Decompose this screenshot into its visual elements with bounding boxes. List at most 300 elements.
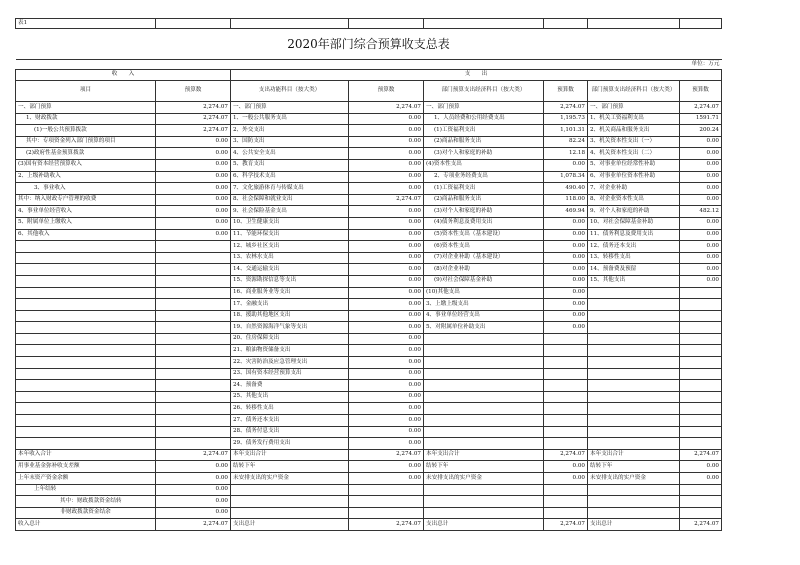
budget-amount-cell: 0.00 bbox=[544, 461, 588, 473]
item-name-cell: 17、金融支出 bbox=[231, 299, 349, 311]
budget-amount-cell bbox=[544, 426, 588, 438]
table-row bbox=[16, 357, 722, 369]
item-name-cell: 19、自然资源海洋气象等支出 bbox=[231, 322, 349, 334]
budget-amount-cell bbox=[680, 322, 722, 334]
item-name-cell bbox=[16, 264, 156, 276]
item-name-cell: 上年末资产资金余额 bbox=[16, 473, 156, 485]
item-name-cell bbox=[424, 484, 544, 496]
item-name-cell: (2)商品和服务支出 bbox=[424, 194, 544, 206]
table-row bbox=[16, 113, 722, 125]
item-name-cell bbox=[588, 426, 680, 438]
budget-amount-cell: 2,274.07 bbox=[349, 102, 424, 114]
column-header: 部门预算支出经济科目（按大类） bbox=[424, 81, 544, 102]
item-name-cell: 26、转移性支出 bbox=[231, 403, 349, 415]
budget-amount-cell: 0.00 bbox=[156, 136, 231, 148]
item-name-cell: 6、科学技术支出 bbox=[231, 171, 349, 183]
item-name-cell: 15、资源勘探信息等支出 bbox=[231, 275, 349, 287]
budget-amount-cell: 2,274.07 bbox=[680, 519, 722, 531]
item-name-cell: (2)政府性基金预算拨款 bbox=[16, 148, 156, 160]
item-name-cell: 结转下年 bbox=[424, 461, 544, 473]
budget-amount-cell: 1,195.73 bbox=[544, 113, 588, 125]
budget-amount-cell bbox=[544, 484, 588, 496]
item-name-cell: (8)对企业补助 bbox=[424, 264, 544, 276]
budget-amount-cell: 0.00 bbox=[349, 345, 424, 357]
item-name-cell bbox=[16, 391, 156, 403]
item-name-cell bbox=[16, 438, 156, 450]
item-name-cell: 7、文化旅游体育与传媒支出 bbox=[231, 183, 349, 195]
item-name-cell: 4、机关资本性支出（二） bbox=[588, 148, 680, 160]
budget-amount-cell: 0.00 bbox=[680, 473, 722, 485]
item-name-cell: 3、国防支出 bbox=[231, 136, 349, 148]
budget-amount-cell bbox=[680, 287, 722, 299]
budget-amount-cell bbox=[680, 391, 722, 403]
budget-amount-cell: 0.00 bbox=[544, 310, 588, 322]
item-name-cell: 22、灾害防治及应急管理支出 bbox=[231, 357, 349, 369]
budget-amount-cell: 0.00 bbox=[680, 241, 722, 253]
budget-amount-cell bbox=[544, 357, 588, 369]
item-name-cell: 14、预备费及预留 bbox=[588, 264, 680, 276]
budget-amount-cell bbox=[349, 496, 424, 508]
item-name-cell: 结转下年 bbox=[231, 461, 349, 473]
budget-amount-cell bbox=[156, 252, 231, 264]
item-name-cell bbox=[588, 484, 680, 496]
item-name-cell: 12、城乡社区支出 bbox=[231, 241, 349, 253]
item-name-cell bbox=[16, 426, 156, 438]
budget-amount-cell: 0.00 bbox=[349, 287, 424, 299]
budget-amount-cell: 0.00 bbox=[156, 507, 231, 519]
item-name-cell: 10、对社会保障基金补助 bbox=[588, 217, 680, 229]
item-name-cell: 一、部门预算 bbox=[16, 102, 156, 114]
table-row bbox=[16, 159, 722, 171]
table-row bbox=[16, 171, 722, 183]
budget-amount-cell: 0.00 bbox=[156, 159, 231, 171]
item-name-cell: 18、援助其他地区支出 bbox=[231, 310, 349, 322]
table-row bbox=[16, 507, 722, 519]
budget-amount-cell bbox=[349, 484, 424, 496]
budget-amount-cell bbox=[544, 507, 588, 519]
item-name-cell: 一、部门预算 bbox=[588, 102, 680, 114]
item-name-cell: 4、公共安全支出 bbox=[231, 148, 349, 160]
column-header: 部门预算支出经济科目（按大类） bbox=[588, 81, 680, 102]
item-name-cell: 3、事业收入 bbox=[16, 183, 156, 195]
item-name-cell: 本年支出合计 bbox=[424, 449, 544, 461]
item-name-cell: 4、事业单位经营收入 bbox=[16, 206, 156, 218]
item-name-cell: 29、债务发行费用支出 bbox=[231, 438, 349, 450]
table-row bbox=[16, 310, 722, 322]
budget-amount-cell: 0.00 bbox=[156, 217, 231, 229]
table-row bbox=[16, 484, 722, 496]
item-name-cell: 3、上缴上级支出 bbox=[424, 299, 544, 311]
item-name-cell: (2)商品和服务支出 bbox=[424, 136, 544, 148]
budget-amount-cell: 0.00 bbox=[349, 461, 424, 473]
table-row bbox=[16, 287, 722, 299]
budget-amount-cell: 0.00 bbox=[349, 264, 424, 276]
item-name-cell bbox=[16, 333, 156, 345]
budget-amount-cell: 0.00 bbox=[349, 171, 424, 183]
item-name-cell: 6、对事业单位资本性补助 bbox=[588, 171, 680, 183]
item-name-cell bbox=[588, 403, 680, 415]
item-name-cell: 未安排支出的实户资金 bbox=[231, 473, 349, 485]
budget-amount-cell: 0.00 bbox=[349, 403, 424, 415]
column-header: 项目 bbox=[16, 81, 156, 102]
budget-amount-cell: 0.00 bbox=[680, 229, 722, 241]
budget-amount-cell: 0.00 bbox=[680, 252, 722, 264]
budget-amount-cell bbox=[680, 415, 722, 427]
budget-amount-cell: 0.00 bbox=[349, 473, 424, 485]
budget-amount-cell bbox=[156, 333, 231, 345]
unit-label: 单位：万元 bbox=[691, 60, 720, 67]
table-row bbox=[16, 496, 722, 508]
table-row bbox=[16, 183, 722, 195]
budget-amount-cell bbox=[544, 415, 588, 427]
budget-amount-cell: 1,078.34 bbox=[544, 171, 588, 183]
item-name-cell bbox=[16, 322, 156, 334]
budget-amount-cell: 490.40 bbox=[544, 183, 588, 195]
item-name-cell bbox=[16, 310, 156, 322]
budget-amount-cell: 0.00 bbox=[349, 241, 424, 253]
item-name-cell: 8、对企业资本性支出 bbox=[588, 194, 680, 206]
budget-amount-cell: 469.94 bbox=[544, 206, 588, 218]
item-name-cell: 1、人员经费和公用经费支出 bbox=[424, 113, 544, 125]
item-name-cell: (1)一般公共预算拨款 bbox=[16, 125, 156, 137]
budget-amount-cell: 0.00 bbox=[349, 136, 424, 148]
item-name-cell: 1、机关工资福利支出 bbox=[588, 113, 680, 125]
table-row bbox=[16, 136, 722, 148]
budget-amount-cell bbox=[544, 380, 588, 392]
budget-amount-cell: 0.00 bbox=[156, 183, 231, 195]
column-header: 预算数 bbox=[680, 81, 722, 102]
table-row bbox=[16, 102, 722, 114]
income-section-header: 收 入 bbox=[16, 70, 231, 81]
budget-amount-cell: 0.00 bbox=[156, 206, 231, 218]
budget-amount-cell: 82.24 bbox=[544, 136, 588, 148]
item-name-cell: 支出总计 bbox=[424, 519, 544, 531]
item-name-cell: 27、债务还本支出 bbox=[231, 415, 349, 427]
item-name-cell bbox=[588, 310, 680, 322]
item-name-cell bbox=[424, 333, 544, 345]
item-name-cell bbox=[588, 322, 680, 334]
budget-amount-cell bbox=[156, 438, 231, 450]
item-name-cell: 5、对事业单位经常性补助 bbox=[588, 159, 680, 171]
item-name-cell: 上年结转 bbox=[16, 484, 156, 496]
budget-amount-cell: 0.00 bbox=[349, 380, 424, 392]
table-row bbox=[16, 252, 722, 264]
item-name-cell: 15、其他支出 bbox=[588, 275, 680, 287]
budget-amount-cell: 2,274.07 bbox=[156, 102, 231, 114]
budget-amount-cell: 0.00 bbox=[349, 252, 424, 264]
budget-amount-cell: 0.00 bbox=[156, 461, 231, 473]
table-row bbox=[16, 391, 722, 403]
budget-amount-cell bbox=[544, 496, 588, 508]
budget-amount-cell: 0.00 bbox=[544, 159, 588, 171]
table-row bbox=[16, 345, 722, 357]
budget-amount-cell: 0.00 bbox=[349, 206, 424, 218]
item-name-cell: 6、其他收入 bbox=[16, 229, 156, 241]
budget-amount-cell: 1,101.31 bbox=[544, 125, 588, 137]
table-row bbox=[16, 333, 722, 345]
table-row bbox=[16, 229, 722, 241]
item-name-cell: (4)债务利息及费用支出 bbox=[424, 217, 544, 229]
budget-amount-cell: 0.00 bbox=[544, 264, 588, 276]
item-name-cell: (9)对社会保障基金补助 bbox=[424, 275, 544, 287]
item-name-cell bbox=[424, 507, 544, 519]
item-name-cell: 本年支出合计 bbox=[588, 449, 680, 461]
budget-amount-cell bbox=[680, 507, 722, 519]
budget-amount-cell bbox=[156, 264, 231, 276]
column-header: 预算数 bbox=[156, 81, 231, 102]
table-row bbox=[16, 264, 722, 276]
budget-amount-cell bbox=[680, 496, 722, 508]
budget-amount-cell: 0.00 bbox=[349, 310, 424, 322]
item-name-cell: 1、一般公共服务支出 bbox=[231, 113, 349, 125]
budget-amount-cell: 0.00 bbox=[156, 484, 231, 496]
budget-amount-cell bbox=[680, 357, 722, 369]
budget-amount-cell: 0.00 bbox=[680, 461, 722, 473]
item-name-cell: 非财政拨款资金结余 bbox=[16, 507, 156, 519]
budget-amount-cell bbox=[156, 345, 231, 357]
budget-amount-cell: 0.00 bbox=[680, 136, 722, 148]
budget-amount-cell bbox=[680, 333, 722, 345]
table-row bbox=[16, 148, 722, 160]
budget-amount-cell: 0.00 bbox=[349, 217, 424, 229]
item-name-cell bbox=[588, 333, 680, 345]
budget-amount-cell: 0.00 bbox=[156, 473, 231, 485]
budget-amount-cell bbox=[156, 241, 231, 253]
item-name-cell: 10、卫生健康支出 bbox=[231, 217, 349, 229]
budget-amount-cell: 0.00 bbox=[680, 264, 722, 276]
item-name-cell bbox=[16, 380, 156, 392]
budget-amount-cell: 0.00 bbox=[349, 299, 424, 311]
item-name-cell: 21、粮油物资储备支出 bbox=[231, 345, 349, 357]
budget-amount-cell: 0.00 bbox=[349, 415, 424, 427]
table-row bbox=[16, 461, 722, 473]
table-row bbox=[16, 241, 722, 253]
item-name-cell bbox=[424, 391, 544, 403]
budget-amount-cell: 0.00 bbox=[544, 322, 588, 334]
budget-amount-cell bbox=[156, 357, 231, 369]
table-row bbox=[16, 380, 722, 392]
budget-amount-cell bbox=[156, 391, 231, 403]
budget-amount-cell bbox=[680, 380, 722, 392]
budget-amount-cell bbox=[156, 275, 231, 287]
item-name-cell: 9、社会保险基金支出 bbox=[231, 206, 349, 218]
item-name-cell: 收入总计 bbox=[16, 519, 156, 531]
budget-amount-cell: 2,274.07 bbox=[156, 519, 231, 531]
item-name-cell bbox=[16, 241, 156, 253]
budget-amount-cell: 2,274.07 bbox=[544, 519, 588, 531]
item-name-cell: (10)其他支出 bbox=[424, 287, 544, 299]
item-name-cell: 用事业基金弥补收支差额 bbox=[16, 461, 156, 473]
item-name-cell bbox=[588, 496, 680, 508]
item-name-cell bbox=[16, 415, 156, 427]
table-row bbox=[16, 438, 722, 450]
budget-amount-cell bbox=[544, 345, 588, 357]
budget-amount-cell: 0.00 bbox=[544, 252, 588, 264]
budget-amount-cell: 0.00 bbox=[349, 229, 424, 241]
item-name-cell bbox=[588, 380, 680, 392]
table-row bbox=[16, 415, 722, 427]
item-name-cell bbox=[231, 507, 349, 519]
budget-amount-cell bbox=[156, 426, 231, 438]
item-name-cell: 2、专项业务经费支出 bbox=[424, 171, 544, 183]
item-name-cell: 20、住房保障支出 bbox=[231, 333, 349, 345]
table-row bbox=[16, 473, 722, 485]
budget-amount-cell bbox=[680, 368, 722, 380]
item-name-cell: 3、机关资本性支出（一） bbox=[588, 136, 680, 148]
item-name-cell bbox=[16, 252, 156, 264]
budget-amount-cell: 0.00 bbox=[680, 194, 722, 206]
budget-amount-cell: 0.00 bbox=[349, 322, 424, 334]
item-name-cell: 本年支出合计 bbox=[231, 449, 349, 461]
item-name-cell bbox=[16, 357, 156, 369]
item-name-cell: 11、节能环保支出 bbox=[231, 229, 349, 241]
item-name-cell: (4)资本性支出 bbox=[424, 159, 544, 171]
budget-amount-cell: 0.00 bbox=[156, 171, 231, 183]
item-name-cell: 16、商业服务业等支出 bbox=[231, 287, 349, 299]
item-name-cell bbox=[424, 438, 544, 450]
item-name-cell: 5、对附属单位补助支出 bbox=[424, 322, 544, 334]
budget-amount-cell bbox=[544, 391, 588, 403]
item-name-cell bbox=[16, 368, 156, 380]
budget-amount-cell: 0.00 bbox=[349, 368, 424, 380]
item-name-cell: 14、交通运输支出 bbox=[231, 264, 349, 276]
budget-amount-cell: 118.00 bbox=[544, 194, 588, 206]
budget-amount-cell: 2,274.07 bbox=[544, 449, 588, 461]
budget-amount-cell: 0.00 bbox=[680, 217, 722, 229]
item-name-cell bbox=[424, 345, 544, 357]
budget-amount-cell: 12.18 bbox=[544, 148, 588, 160]
budget-amount-cell: 0.00 bbox=[349, 426, 424, 438]
item-name-cell: (6)资本性支出 bbox=[424, 241, 544, 253]
budget-amount-cell: 0.00 bbox=[349, 183, 424, 195]
item-name-cell: 其中：财政拨款资金结转 bbox=[16, 496, 156, 508]
item-name-cell bbox=[424, 403, 544, 415]
budget-amount-cell: 0.00 bbox=[544, 229, 588, 241]
item-name-cell bbox=[231, 496, 349, 508]
item-name-cell: 其中：纳入财政专户管理的收费 bbox=[16, 194, 156, 206]
budget-amount-cell: 0.00 bbox=[349, 357, 424, 369]
budget-amount-cell: 0.00 bbox=[544, 241, 588, 253]
item-name-cell: 未安排支出的实户资金 bbox=[588, 473, 680, 485]
budget-amount-cell bbox=[544, 438, 588, 450]
budget-amount-cell: 2,274.07 bbox=[156, 125, 231, 137]
item-name-cell: 其中：专项资金列入部门预算的项目 bbox=[16, 136, 156, 148]
budget-amount-cell: 2,274.07 bbox=[156, 449, 231, 461]
budget-amount-cell: 0.00 bbox=[544, 275, 588, 287]
budget-amount-cell: 0.00 bbox=[680, 183, 722, 195]
item-name-cell bbox=[424, 415, 544, 427]
item-name-cell: (3)对个人和家庭的补助 bbox=[424, 206, 544, 218]
item-name-cell: 结转下年 bbox=[588, 461, 680, 473]
item-name-cell bbox=[588, 299, 680, 311]
column-header: 支出功能科目（按大类） bbox=[231, 81, 349, 102]
item-name-cell bbox=[588, 345, 680, 357]
budget-amount-cell bbox=[680, 403, 722, 415]
table-row bbox=[16, 322, 722, 334]
item-name-cell: 一、部门预算 bbox=[424, 102, 544, 114]
item-name-cell bbox=[588, 507, 680, 519]
budget-amount-cell bbox=[680, 426, 722, 438]
budget-amount-cell: 0.00 bbox=[156, 229, 231, 241]
item-name-cell: 4、事业单位经营支出 bbox=[424, 310, 544, 322]
item-name-cell bbox=[588, 438, 680, 450]
item-name-cell bbox=[16, 403, 156, 415]
budget-amount-cell: 2,274.07 bbox=[349, 194, 424, 206]
item-name-cell bbox=[588, 415, 680, 427]
item-name-cell: (1)工资福利支出 bbox=[424, 183, 544, 195]
budget-amount-cell: 0.00 bbox=[544, 287, 588, 299]
item-name-cell: 2、外交支出 bbox=[231, 125, 349, 137]
budget-amount-cell bbox=[544, 333, 588, 345]
item-name-cell: 8、社会保障和就业支出 bbox=[231, 194, 349, 206]
column-header: 预算数 bbox=[544, 81, 588, 102]
budget-amount-cell: 0.00 bbox=[349, 148, 424, 160]
item-name-cell bbox=[588, 368, 680, 380]
item-name-cell bbox=[16, 275, 156, 287]
item-name-cell: 支出总计 bbox=[231, 519, 349, 531]
item-name-cell: (3)国有资本经营预算收入 bbox=[16, 159, 156, 171]
item-name-cell: (5)资本性支出（基本建设） bbox=[424, 229, 544, 241]
item-name-cell: 5、教育支出 bbox=[231, 159, 349, 171]
budget-amount-cell bbox=[680, 345, 722, 357]
item-name-cell bbox=[424, 368, 544, 380]
table-row bbox=[16, 519, 722, 531]
item-name-cell: (7)对企业补助（基本建设） bbox=[424, 252, 544, 264]
item-name-cell: 一、部门预算 bbox=[231, 102, 349, 114]
item-name-cell: 13、农林水支出 bbox=[231, 252, 349, 264]
table-row bbox=[16, 217, 722, 229]
budget-amount-cell: 0.00 bbox=[349, 333, 424, 345]
item-name-cell bbox=[231, 484, 349, 496]
budget-amount-cell: 2,274.07 bbox=[156, 113, 231, 125]
budget-amount-cell: 0.00 bbox=[349, 438, 424, 450]
budget-amount-cell: 0.00 bbox=[349, 125, 424, 137]
item-name-cell: 25、其他支出 bbox=[231, 391, 349, 403]
budget-amount-cell bbox=[156, 403, 231, 415]
budget-amount-cell bbox=[156, 299, 231, 311]
item-name-cell: 12、债务还本支出 bbox=[588, 241, 680, 253]
item-name-cell: 7、对企业补助 bbox=[588, 183, 680, 195]
sheet-label: 表1 bbox=[16, 19, 156, 29]
budget-amount-cell: 2,274.07 bbox=[680, 449, 722, 461]
budget-amount-cell bbox=[544, 368, 588, 380]
budget-amount-cell: 0.00 bbox=[544, 473, 588, 485]
budget-amount-cell: 2,274.07 bbox=[349, 449, 424, 461]
page-title: 2020年部门综合预算收支总表 bbox=[16, 29, 722, 60]
item-name-cell: 5、附属单位上缴收入 bbox=[16, 217, 156, 229]
table-row bbox=[16, 194, 722, 206]
budget-amount-cell: 0.00 bbox=[544, 299, 588, 311]
budget-amount-cell bbox=[156, 415, 231, 427]
item-name-cell bbox=[16, 299, 156, 311]
budget-amount-cell bbox=[680, 299, 722, 311]
table-row bbox=[16, 299, 722, 311]
table-row bbox=[16, 449, 722, 461]
budget-amount-cell bbox=[680, 438, 722, 450]
item-name-cell: 本年收入合计 bbox=[16, 449, 156, 461]
budget-amount-cell: 0.00 bbox=[680, 171, 722, 183]
budget-amount-cell: 2,274.07 bbox=[680, 102, 722, 114]
budget-amount-cell: 0.00 bbox=[680, 159, 722, 171]
budget-amount-cell: 0.00 bbox=[349, 391, 424, 403]
table-row bbox=[16, 426, 722, 438]
item-name-cell: 28、债务付息支出 bbox=[231, 426, 349, 438]
budget-amount-cell: 0.00 bbox=[156, 194, 231, 206]
item-name-cell: 23、国有资本经营预算支出 bbox=[231, 368, 349, 380]
budget-amount-cell: 2,274.07 bbox=[349, 519, 424, 531]
item-name-cell: 2、上级补助收入 bbox=[16, 171, 156, 183]
item-name-cell: (3)对个人和家庭的补助 bbox=[424, 148, 544, 160]
